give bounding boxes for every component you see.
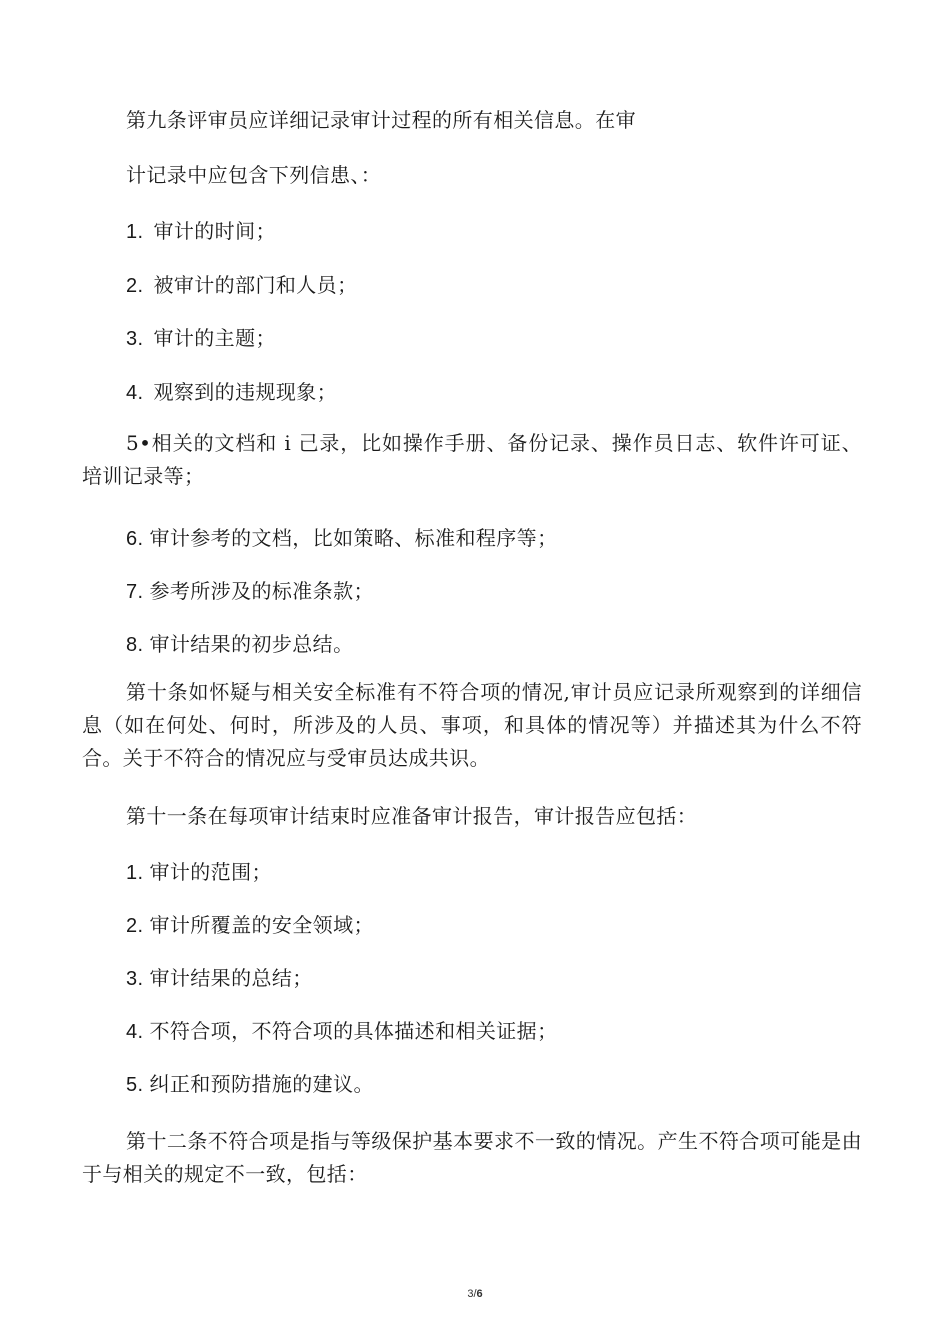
list-item — [126, 859, 272, 886]
list-item — [126, 912, 374, 939]
list-item-number: 4. — [126, 1021, 144, 1043]
list-item-number: 7. — [126, 581, 144, 603]
list-item-number: 3. — [126, 328, 144, 350]
list-item-number: 4. — [126, 382, 144, 404]
list-item-number: 6. — [126, 528, 144, 550]
article9-line2: 计记录中应包含下列信患、： — [126, 163, 382, 187]
list-item-text: 审计的主题； — [153, 326, 276, 350]
list-item-number: 5. — [126, 1074, 144, 1096]
article11-intro: 第十一条在每项审计结束时应准备审计报告，审计报告应包括： — [126, 804, 698, 828]
list-item-number: 3. — [126, 968, 144, 990]
list-item-number: 1. — [126, 221, 144, 243]
list-item-text: 观察到的违规现象； — [153, 380, 338, 404]
list-item — [126, 325, 276, 352]
list-item-text: 审计所覆盖的安全领域； — [149, 913, 374, 937]
article10-paragraph: 第十条如怀疑与相关安全标准有不符合项的情况,审计员应记录所观察到的详细信息（如在何处、何时，所涉及的人员、事项，和具体的情况等）并描述其为什么不符合。关于不符合的情况应与受审员达成共识。 — [82, 680, 862, 770]
list-item — [126, 578, 374, 605]
list-item-number: 8. — [126, 634, 144, 656]
list-item-text: 不符合项，不符合项的具体描述和相关证据； — [149, 1019, 558, 1043]
page-number-current: 3/ — [467, 1288, 477, 1300]
page-number-total: 6 — [476, 1288, 483, 1300]
list-item-text: 参考所涉及的标准条款； — [149, 579, 374, 603]
list-item — [126, 965, 313, 992]
list-item-text: 纠正和预防措施的建议。 — [149, 1072, 374, 1096]
list-item — [126, 272, 357, 299]
list-item-text: 审计参考的文档，比如策略、标准和程序等； — [149, 526, 558, 550]
list-item-text: 审计的范围； — [149, 860, 272, 884]
list-item-5: 5•相关的文档和 i 己录，比如操作手册、备份记录、操作员日志、软件许可证、培训记录等； — [82, 431, 862, 488]
list-item — [126, 379, 337, 406]
list-item-text: 审计结果的初步总结。 — [149, 632, 354, 656]
list-item-number: 2. — [126, 915, 144, 937]
list-item — [126, 525, 557, 552]
list-item — [126, 631, 353, 658]
list-item-number: 1. — [126, 862, 144, 884]
list-item — [126, 1071, 374, 1098]
article9-line1: 第九条评审员应详细记录审计过程的所有相关信息。在审 — [126, 108, 636, 132]
list-item-text: 被审计的部门和人员； — [153, 273, 358, 297]
list-item — [126, 1018, 557, 1045]
page-number — [0, 1288, 950, 1300]
article12-paragraph: 第十二条不符合项是指与等级保护基本要求不一致的情况。产生不符合项可能是由于与相关的规定不一致，包括： — [82, 1129, 862, 1186]
list-item-text: 审计结果的总结； — [149, 966, 313, 990]
list-item — [126, 218, 276, 245]
list-item-number: 2. — [126, 275, 144, 297]
list-item-text: 审计的时间； — [153, 219, 276, 243]
